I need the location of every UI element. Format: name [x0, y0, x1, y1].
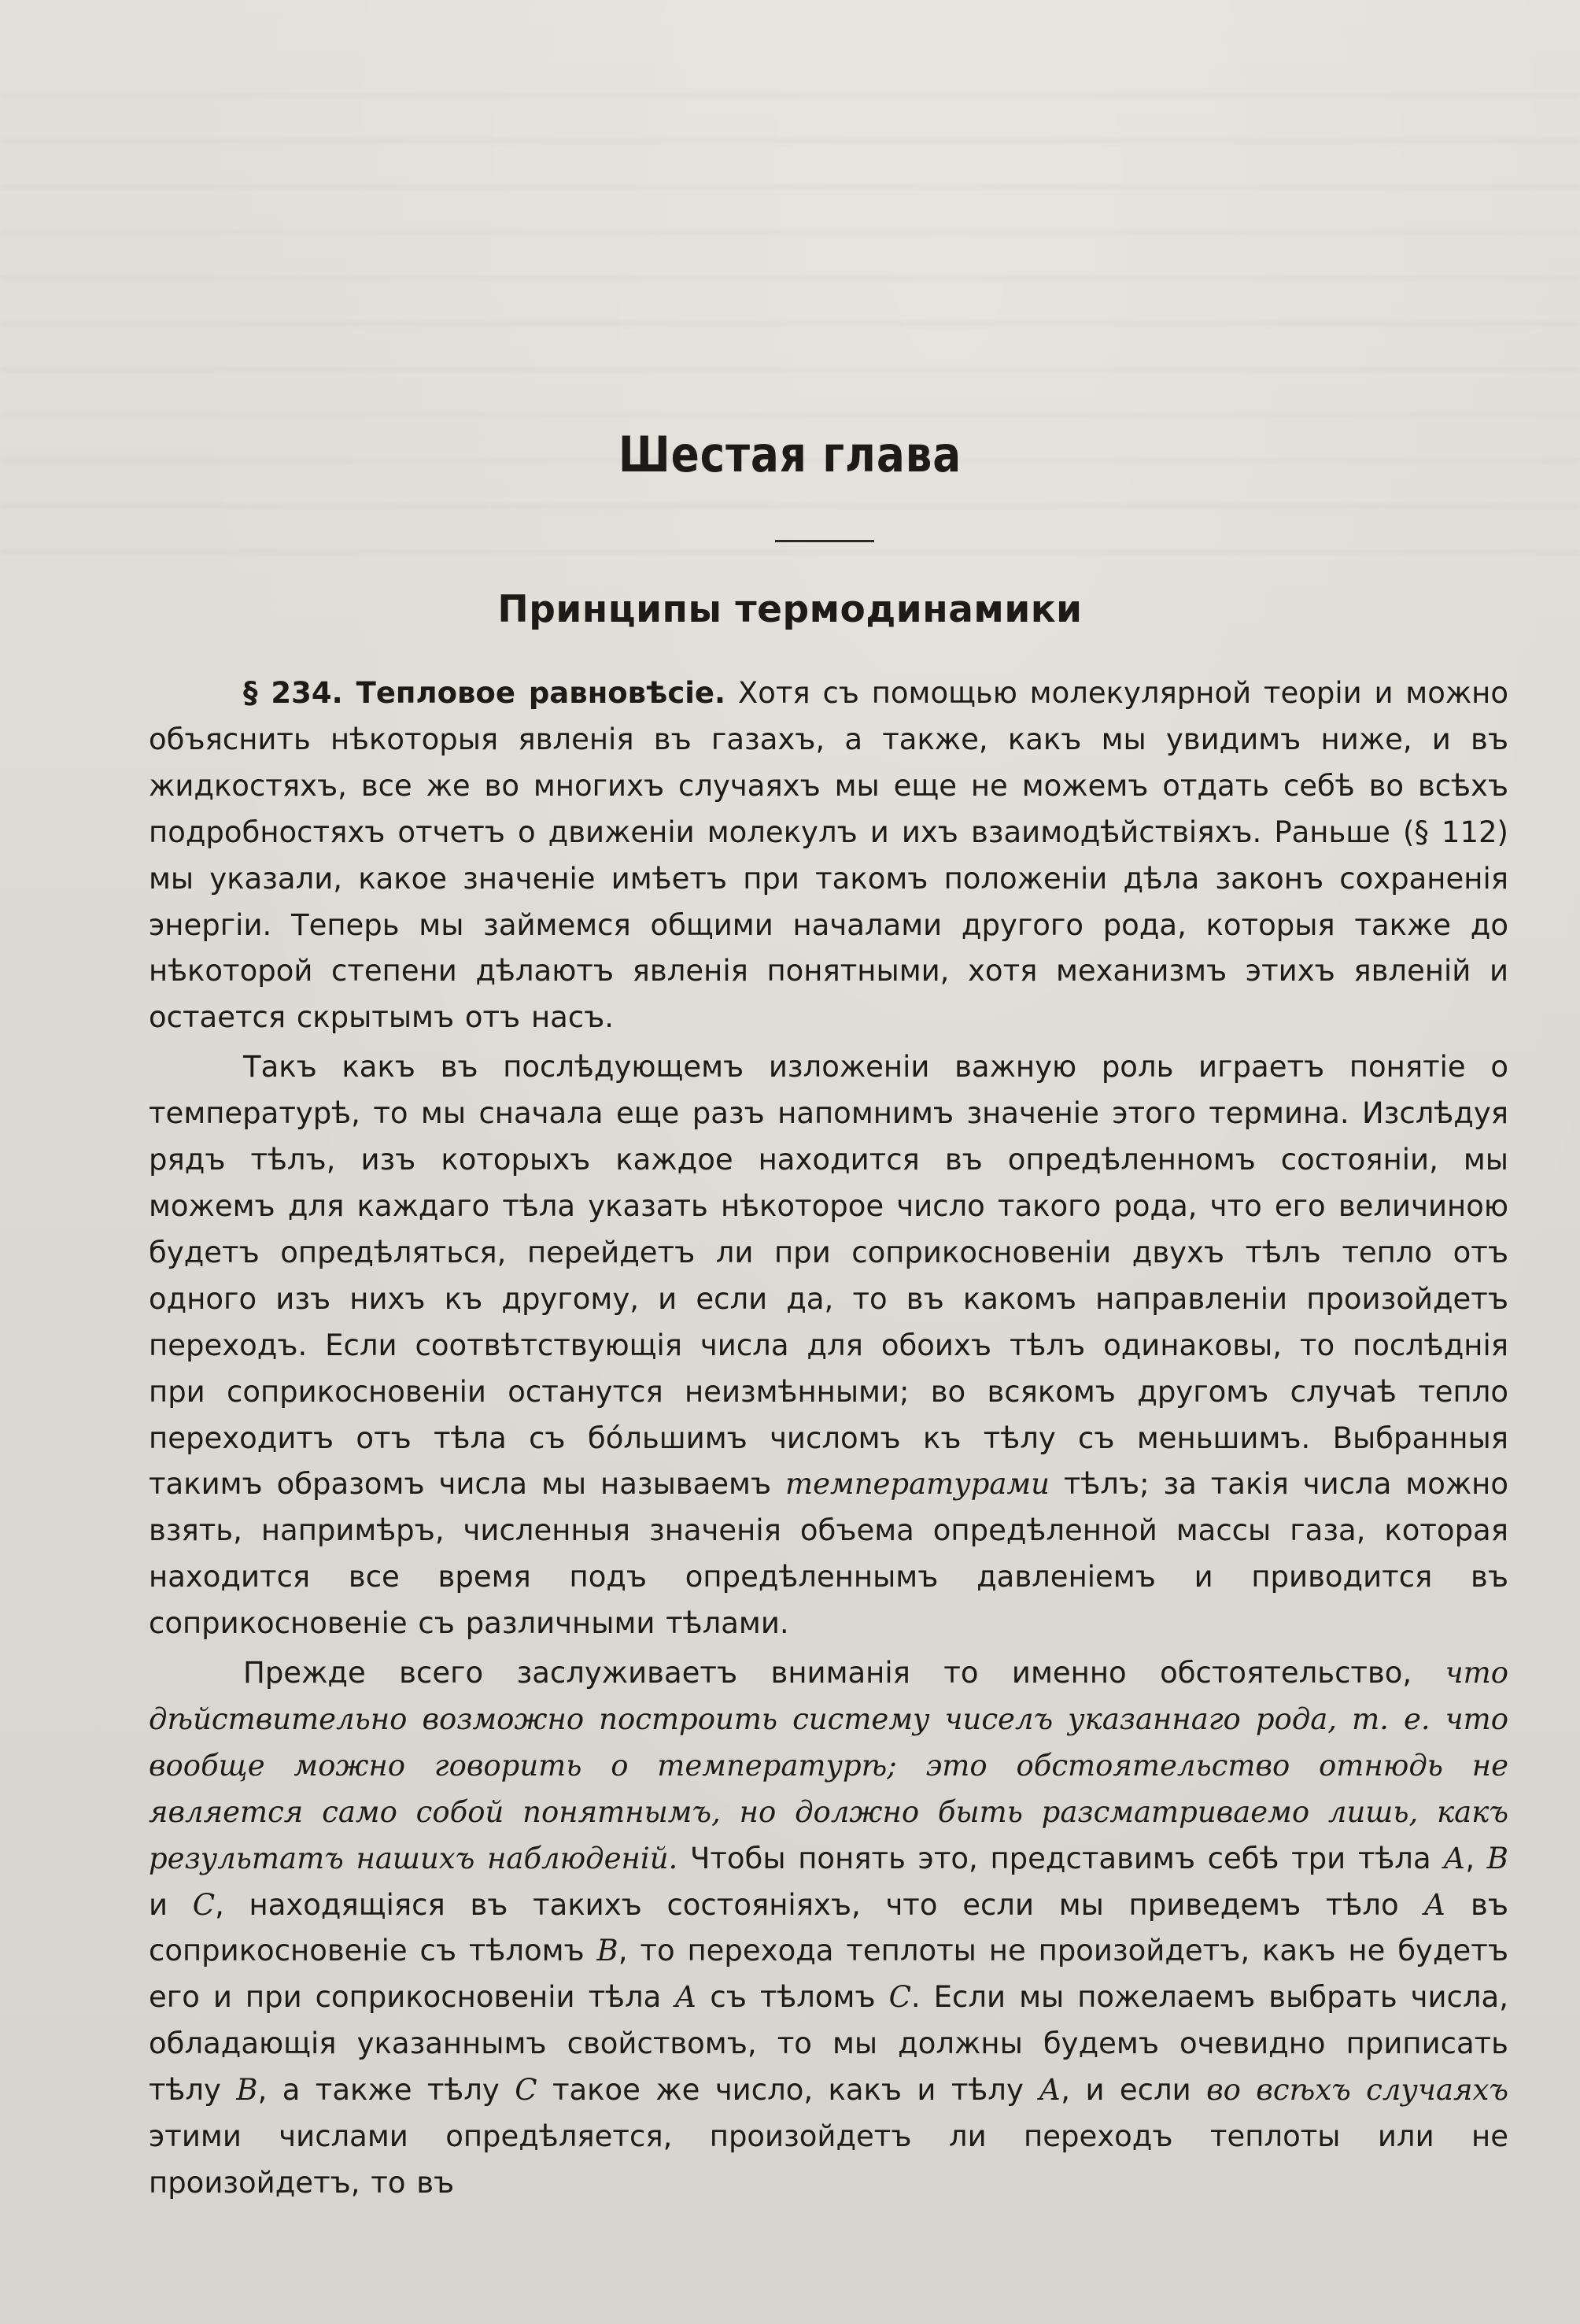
paragraph-2-text-before: Такъ какъ въ послѣдующемъ изложеніи важную роль играетъ понятіе о температурѣ, то мы сначала еще разъ напомнимъ значеніе этого термина. Изслѣдуя рядъ тѣлъ, изъ которыхъ каждое находится въ опредѣленномъ состояніи, мы можемъ для каждаго тѣла указать нѣкоторое число такого рода, что его величиною будетъ опредѣляться, перейдетъ ли при соприкосновеніи двухъ тѣлъ тепло отъ одного изъ нихъ къ другому, и если да, то въ какомъ направленіи произойдетъ переходъ. Если соотвѣтствующія числа для обоихъ тѣлъ одинаковы, то послѣднія при соприкосновеніи останутся неизмѣнными; во всякомъ другомъ случаѣ тепло переходитъ отъ тѣла съ бо́льшимъ числомъ къ тѣлу съ меньшимъ. Выбранныя такимъ образомъ числа мы называемъ	[149, 1050, 1508, 1502]
paragraph-2	[149, 1044, 1508, 1647]
paragraph-3-text-before: Прежде всего заслуживаетъ вниманія то именно обстоятельство,	[243, 1656, 1445, 1690]
chapter-title: Шестая глава	[618, 426, 962, 483]
paragraph-3-italic: что дѣйствительно возможно построить систему чиселъ указаннаго рода, т. е. что вообще можно говорить о температурѣ; это обстоятельство отнюдь не является само собой понятнымъ, но должно быть разсматриваемо лишь, какъ результатъ нашихъ наблюденій.	[149, 1656, 1508, 1875]
paragraph-3-text-5: съ тѣломъ	[696, 1980, 889, 2015]
section-title: Принципы термодинамики	[497, 588, 1083, 631]
paragraph-1-text: Хотя съ помощью молекулярной теоріи и можно объяснить нѣкоторыя явленія въ газахъ, а также, какъ мы увидимъ ниже, и въ жидкостяхъ, все же во многихъ случаяхъ мы еще не можемъ отдать себѣ во всѣхъ подробностяхъ отчетъ о движеніи молекулъ и ихъ взаимодѣйствіяхъ. Раньше (§ 112) мы указали, какое значеніе имѣетъ при такомъ положеніи дѣла законъ сохраненія энергіи. Теперь мы займемся общими началами другого рода, которыя также до нѣкоторой степени дѣлаютъ явленія понятными, хотя механизмъ этихъ явленій и остается скрытымъ отъ насъ.	[149, 676, 1508, 1035]
paragraph-3-text-6: . Если мы пожелаемъ выбрать числа, обладающія указаннымъ свойствомъ, то мы должны будемъ очевидно приписать тѣлу	[149, 1980, 1508, 2108]
body-a: А	[1443, 1841, 1466, 1875]
comma: ,	[1465, 1841, 1487, 1875]
paragraph-3-text-2: , находящіяся въ такихъ состояніяхъ, что если мы приведемъ тѣло	[215, 1887, 1424, 1922]
section-heading: § 234. Тепловое равновѣсіе.	[243, 676, 726, 710]
paragraph-3-italic-2: во всѣхъ случаяхъ	[1206, 2073, 1508, 2108]
body-a: А	[674, 1980, 697, 2015]
body-c: С	[888, 1980, 911, 2015]
paragraph-3-text-3: въ соприкосновеніе съ тѣломъ	[149, 1887, 1508, 1968]
body-b: В	[596, 1934, 618, 1968]
paragraph-2-text-after: тѣлъ; за такія числа можно взять, напримѣръ, численныя значенія объема опредѣленной массы газа, которая находится все время подъ опредѣленнымъ давленіемъ и приводится въ соприкосновеніе съ различными тѣлами.	[149, 1467, 1508, 1641]
body-c: С	[192, 1887, 216, 1922]
paragraph-3-text-1: Чтобы понять это, представимъ себѣ три тѣла	[677, 1841, 1444, 1875]
body-b: В	[1486, 1841, 1508, 1875]
body-c: С	[515, 2073, 537, 2108]
conjunction: и	[149, 1887, 193, 1922]
paragraph-3-text-8: такое же число, какъ и тѣлу	[537, 2073, 1039, 2108]
title-rule	[775, 540, 874, 542]
paragraph-2-italic: температурами	[785, 1467, 1050, 1502]
paragraph-1	[149, 671, 1508, 1041]
paragraph-3	[149, 1650, 1508, 2207]
body-text	[149, 671, 1508, 2207]
bleed-through-texture	[0, 94, 1580, 582]
paragraph-3-text-4: , то перехода теплоты не произойдетъ, какъ не будетъ его и при соприкосновеніи тѣла	[149, 1934, 1508, 2015]
body-a: А	[1039, 2073, 1061, 2108]
paragraph-3-text-9: , и если	[1061, 2073, 1207, 2108]
body-a: А	[1423, 1887, 1446, 1922]
paragraph-3-text-10: этими числами опредѣляется, произойдетъ ли переходъ теплоты или не произойдетъ, то въ	[149, 2119, 1508, 2200]
paragraph-3-text-7: , а также тѣлу	[257, 2073, 515, 2108]
body-b: В	[236, 2073, 258, 2108]
